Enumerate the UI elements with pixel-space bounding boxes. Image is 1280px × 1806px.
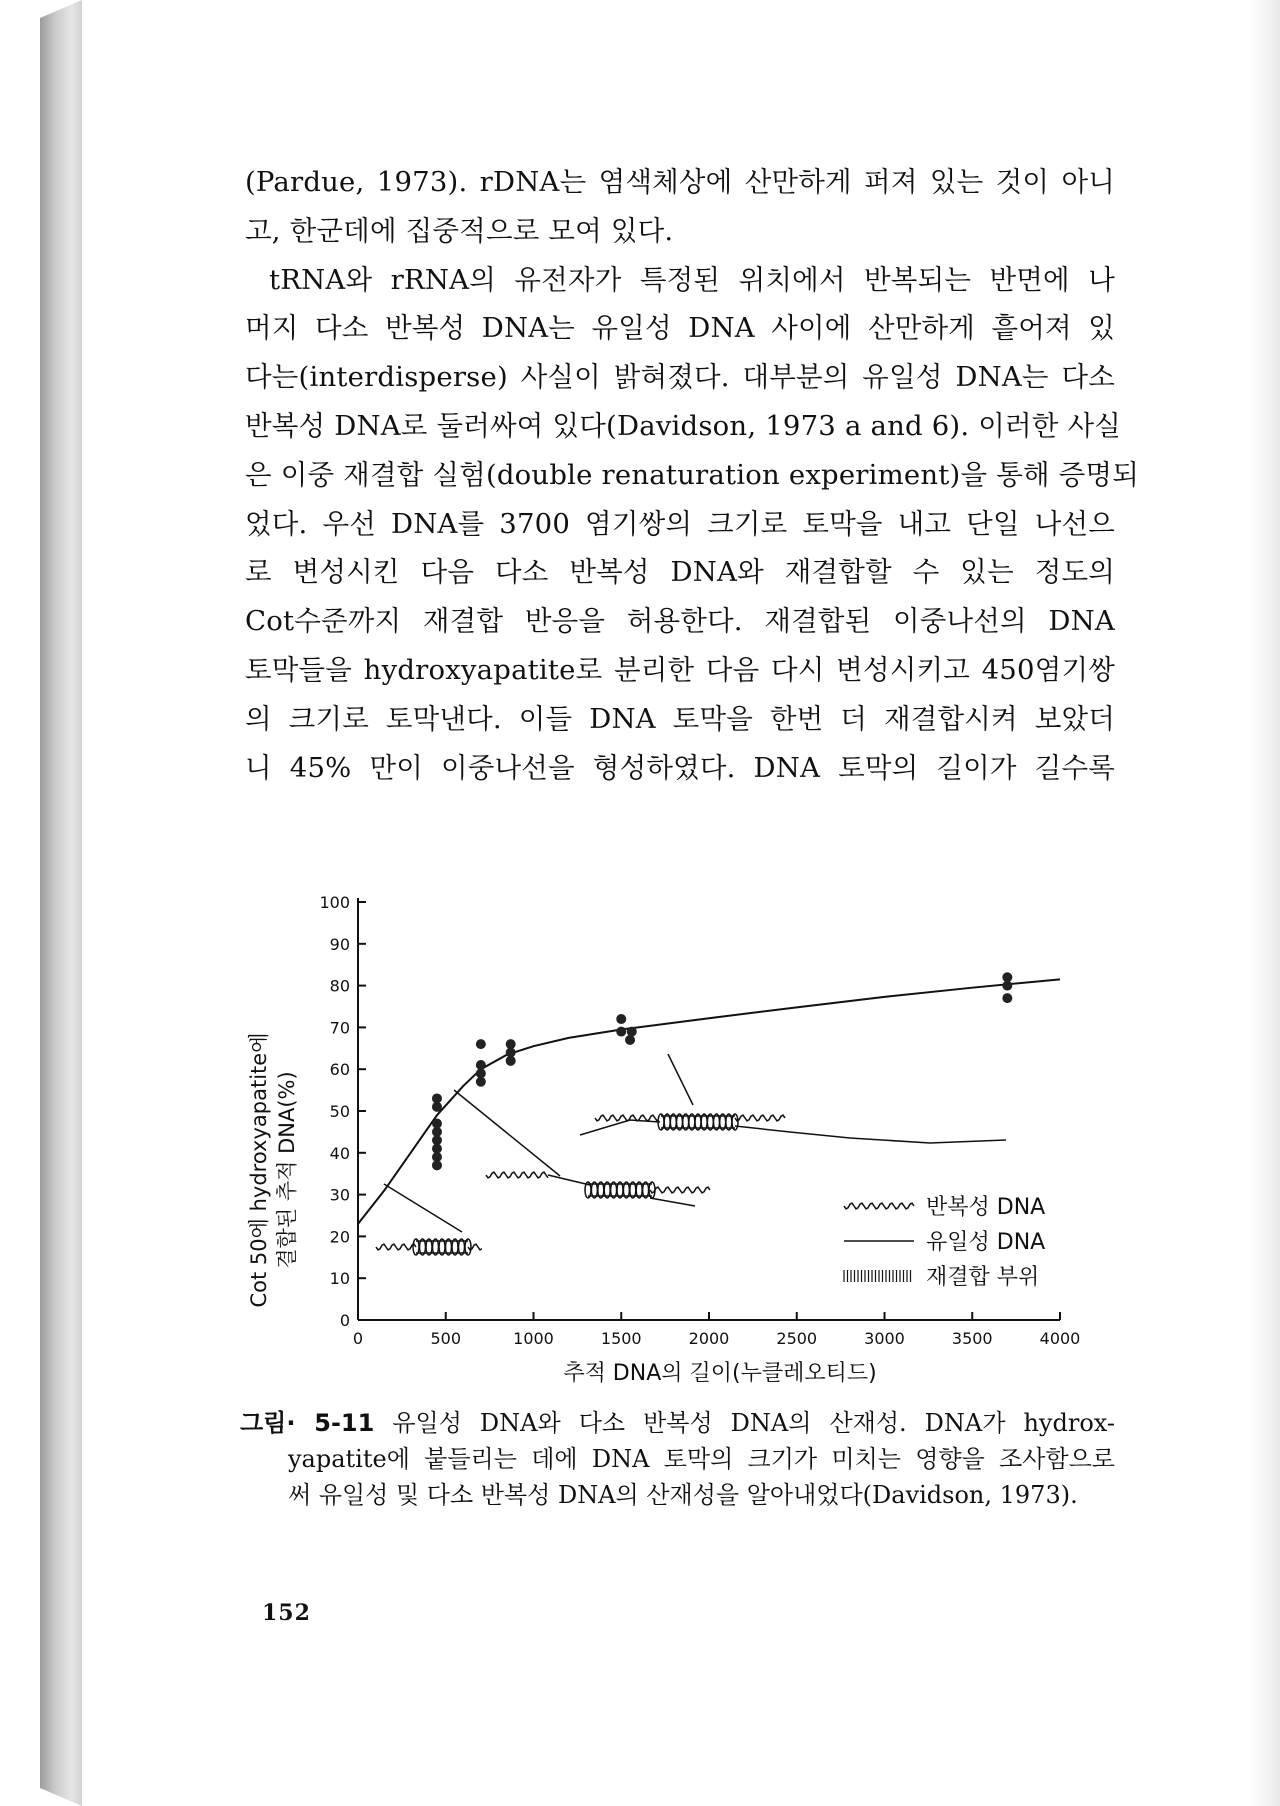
x-tick-label: 1000 (513, 1329, 554, 1348)
y-axis-label-line1: Cot 50에 hydroxyapatite에 (247, 1032, 271, 1308)
x-axis-label: 추적 DNA의 길이(누클레오티드) (563, 1361, 877, 1386)
body-line: 로 변성시킨 다음 다소 반복성 DNA와 재결합할 수 있는 정도의 (245, 556, 1115, 589)
chart-legend (844, 1195, 1045, 1290)
x-tick-label: 1500 (600, 1329, 642, 1348)
y-tick-label: 10 (329, 1269, 350, 1289)
y-tick-label: 20 (329, 1227, 350, 1247)
molecule-diagrams (376, 1054, 1006, 1255)
y-tick-label: 30 (329, 1185, 350, 1205)
body-line: 다는(interdisperse) 사실이 밝혀졌다. 대부분의 유일성 DNA는 다소 (245, 361, 1115, 394)
body-line: 반복성 DNA로 둘러싸여 있다(Davidson, 1973 a and 6). 이러한 사실 (245, 409, 1122, 442)
data-point (627, 1027, 637, 1037)
body-line: 고, 한군데에 집중적으로 모여 있다. (245, 214, 674, 247)
legend-symbol-wavy (844, 1203, 914, 1209)
x-tick-label: 4000 (1039, 1329, 1081, 1348)
unique-dna-strand (548, 1175, 590, 1185)
legend-label: 재결합 부위 (926, 1265, 1040, 1290)
x-tick-label: 2000 (688, 1329, 730, 1348)
pointer-line (454, 1090, 560, 1176)
figure-caption (240, 1405, 1115, 1513)
body-line: 의 크기로 토막낸다. 이들 DNA 토막을 한번 더 재결합시켜 보았더 (245, 702, 1115, 735)
caption-line3: 써 유일성 및 다소 반복성 DNA의 산재성을 알아내었다(Davidson, 1973). (288, 1481, 1078, 1509)
trend-curve (358, 979, 1060, 1224)
data-point (616, 1014, 626, 1024)
unique-dna-strand (650, 1198, 695, 1206)
repetitive-dna-strand (468, 1244, 482, 1250)
x-tick-label: 2500 (776, 1329, 818, 1348)
y-axis-label-line2: 결합된 추적 DNA(%) (275, 1071, 299, 1269)
body-line: 니 45% 만이 이중나선을 형성하였다. DNA 토막의 길이가 길수록 (245, 751, 1115, 784)
data-point (432, 1160, 442, 1170)
body-line: 머지 다소 반복성 DNA는 유일성 DNA 사이에 산만하게 흩어져 있 (245, 312, 1115, 345)
book-spine-edge (40, 0, 82, 1806)
repetitive-dna-strand (486, 1172, 548, 1178)
data-point (1002, 981, 1012, 991)
pointer-line (668, 1054, 693, 1105)
legend-label: 반복성 DNA (926, 1195, 1046, 1220)
y-tick-label: 80 (329, 976, 350, 996)
renatured-duplex (658, 1114, 738, 1130)
x-tick-label: 3500 (951, 1329, 993, 1348)
unique-dna-strand (735, 1126, 1006, 1143)
body-text (245, 158, 1139, 792)
data-points (432, 972, 1012, 1170)
y-tick-label: 40 (329, 1143, 350, 1163)
renatured-duplex (413, 1239, 471, 1255)
data-point (616, 1027, 626, 1037)
data-point (432, 1102, 442, 1112)
body-line: (Pardue, 1973). rDNA는 염색체상에 산만하게 퍼져 있는 것이 아니 (245, 166, 1115, 198)
body-line: tRNA와 rRNA의 유전자가 특정된 위치에서 반복되는 반면에 나 (269, 263, 1115, 296)
y-tick-label: 50 (329, 1102, 350, 1121)
y-tick-label: 0 (339, 1311, 350, 1330)
repetitive-dna-strand (735, 1115, 785, 1121)
y-tick-label: 70 (329, 1018, 350, 1038)
y-tick-label: 60 (329, 1060, 350, 1080)
page-number: 152 (262, 1600, 311, 1626)
chart-svg (230, 860, 1110, 1400)
figure-chart (230, 860, 1110, 1400)
body-line: 토막들을 hydroxyapatite로 분리한 다음 다시 변성시키고 450염기쌍 (245, 653, 1115, 686)
data-point (476, 1077, 486, 1087)
renatured-duplex (585, 1182, 655, 1198)
data-point (625, 1035, 635, 1045)
data-point (476, 1039, 486, 1049)
legend-label: 유일성 DNA (926, 1230, 1046, 1255)
x-tick-label: 500 (430, 1329, 462, 1348)
y-tick-label: 100 (319, 893, 350, 912)
x-tick-label: 0 (352, 1329, 364, 1348)
caption-label: 그림· 5-11 (240, 1409, 375, 1437)
legend-symbol-hatch (844, 1270, 911, 1282)
page-right-shadow (1250, 0, 1280, 1806)
caption-line1: 유일성 DNA와 다소 반복성 DNA의 산재성. DNA가 hydrox- (392, 1409, 1115, 1437)
body-line: Cot수준까지 재결합 반응을 허용한다. 재결합된 이중나선의 DNA (245, 605, 1115, 638)
body-line: 었다. 우선 DNA를 3700 염기쌍의 크기로 토막을 내고 단일 나선으 (245, 507, 1115, 540)
caption-line2: yapatite에 붙들리는 데에 DNA 토막의 크기가 미치는 영향을 조사함으로 (288, 1445, 1115, 1473)
repetitive-dna-strand (650, 1187, 710, 1193)
repetitive-dna-strand (376, 1244, 416, 1250)
data-point (506, 1056, 516, 1066)
body-line: 은 이중 재결합 실험(double renaturation experiment)을 통해 증명되 (245, 458, 1139, 491)
x-tick-label: 3000 (864, 1329, 905, 1348)
y-tick-label: 90 (329, 934, 350, 954)
pointer-line (384, 1184, 462, 1232)
data-point (1002, 993, 1012, 1003)
repetitive-dna-strand (595, 1115, 659, 1121)
unique-dna-strand (580, 1120, 660, 1135)
